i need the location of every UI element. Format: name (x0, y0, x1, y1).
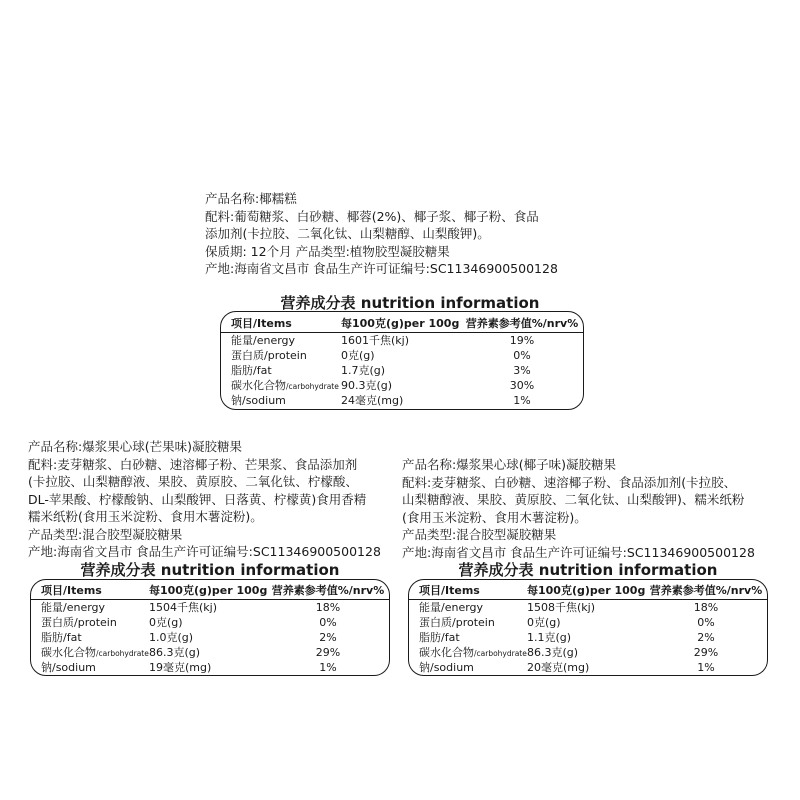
row-nrv: 1% (513, 394, 531, 407)
row-item: 脂肪/fat (231, 364, 272, 377)
table-row (31, 645, 389, 660)
row-value: 1508千焦(kj) (527, 601, 596, 614)
row-nrv: 0% (697, 616, 715, 629)
row-value: 1601千焦(kj) (341, 334, 410, 347)
row-item: 能量/energy (419, 601, 484, 614)
row-nrv: 3% (513, 364, 531, 377)
row-nrv: 18% (315, 601, 341, 614)
row-value: 0克(g) (527, 616, 561, 629)
product3-info (402, 456, 755, 561)
row-item: 蛋白质/protein (231, 349, 307, 362)
product1-info (205, 190, 558, 278)
ingredients-line: (食用玉米淀粉、食用木薯淀粉)。 (402, 509, 587, 525)
row-item: 脂肪/fat (419, 631, 460, 644)
ingredients-line: 添加剂(卡拉胶、二氧化钛、山梨糖醇、山梨酸钾)。 (205, 226, 490, 241)
header-items: 项目/Items (419, 584, 480, 597)
ingredients-line: 山梨糖醇液、果胶、黄原胶、二氧化钛、山梨酸钾)、糯米纸粉 (402, 492, 745, 507)
table-row (221, 333, 583, 348)
table-row (221, 393, 583, 408)
row-item: 脂肪/fat (41, 631, 82, 644)
row-item: 能量/energy (41, 601, 106, 614)
row-value: 0克(g) (149, 616, 183, 629)
table-row (409, 660, 767, 675)
row-item: 蛋白质/protein (41, 616, 117, 629)
row-item: 能量/energy (231, 334, 296, 347)
table-row (31, 630, 389, 645)
row-item: 钠/sodium (231, 394, 286, 407)
header-per100g: 每100克(g)per 100g (527, 584, 646, 597)
row-nrv: 2% (319, 631, 337, 644)
row-item: 碳水化合物/carbohydrate (231, 379, 339, 392)
nutrition-title: 营养成分表 nutrition information (280, 294, 540, 312)
row-nrv: 19% (509, 334, 535, 347)
ingredients-line: 配料:麦芽糖浆、白砂糖、速溶椰子粉、食品添加剂(卡拉胶、 (402, 474, 737, 490)
row-value: 1.0克(g) (149, 631, 194, 644)
header-items: 项目/Items (41, 584, 102, 597)
header-nrv: 营养素参考值%/nrv% (465, 317, 579, 330)
shelf-life-line: 保质期: 12个月 产品类型:植物胶型凝胶糖果 (205, 243, 450, 259)
row-item: 蛋白质/protein (419, 616, 495, 629)
origin-line: 产地:海南省文昌市 食品生产许可证编号:SC11346900500128 (28, 544, 381, 559)
row-value: 86.3克(g) (527, 646, 579, 659)
row-nrv: 29% (693, 646, 719, 659)
nutrition-table (408, 579, 768, 676)
ingredients-line: 配料:麦芽糖浆、白砂糖、速溶椰子粉、芒果浆、食品添加剂 (28, 456, 358, 472)
table-header (31, 583, 389, 598)
row-nrv: 1% (697, 661, 715, 674)
header-per100g: 每100克(g)per 100g (341, 317, 460, 330)
table-row (409, 630, 767, 645)
table-header (221, 316, 583, 331)
row-value: 86.3克(g) (149, 646, 201, 659)
row-item: 钠/sodium (419, 661, 474, 674)
row-nrv: 0% (513, 349, 531, 362)
header-items: 项目/Items (231, 317, 292, 330)
row-value: 1504千焦(kj) (149, 601, 218, 614)
row-value: 90.3克(g) (341, 379, 393, 392)
row-nrv: 1% (319, 661, 337, 674)
table-row (31, 660, 389, 675)
nutrition-table (220, 311, 584, 410)
nutrition-title: 营养成分表 nutrition information (458, 561, 718, 579)
table-row (31, 600, 389, 615)
row-value: 24毫克(mg) (341, 394, 404, 407)
header-nrv: 营养素参考值%/nrv% (649, 584, 763, 597)
table-row (221, 348, 583, 363)
product2-info (28, 438, 381, 561)
header-nrv: 营养素参考值%/nrv% (271, 584, 385, 597)
header-per100g: 每100克(g)per 100g (149, 584, 268, 597)
table-row (221, 378, 583, 393)
row-nrv: 2% (697, 631, 715, 644)
ingredients-line: DL-苹果酸、柠檬酸钠、山梨酸钾、日落黄、柠檬黄)食用香精 (28, 491, 367, 507)
product-type-line: 产品类型:混合胶型凝胶糖果 (402, 527, 557, 542)
table-row (31, 615, 389, 630)
row-value: 20毫克(mg) (527, 661, 590, 674)
ingredients-line: 配料:葡萄糖浆、白砂糖、椰蓉(2%)、椰子浆、椰子粉、食品 (205, 208, 539, 224)
row-value: 1.7克(g) (341, 364, 386, 377)
table-row (409, 600, 767, 615)
product-type-line: 产品类型:混合胶型凝胶糖果 (28, 526, 183, 542)
row-value: 0克(g) (341, 349, 375, 362)
ingredients-line: 糯米纸粉(食用玉米淀粉、食用木薯淀粉)。 (28, 509, 263, 524)
row-nrv: 29% (315, 646, 341, 659)
row-value: 19毫克(mg) (149, 661, 212, 674)
row-nrv: 30% (509, 379, 535, 392)
origin-line: 产地:海南省文昌市 食品生产许可证编号:SC11346900500128 (402, 544, 755, 560)
row-value: 1.1克(g) (527, 631, 572, 644)
product-name-line: 产品名称:椰糯糕 (205, 191, 297, 206)
origin-line: 产地:海南省文昌市 食品生产许可证编号:SC11346900500128 (205, 261, 558, 276)
nutrition-title: 营养成分表 nutrition information (80, 561, 340, 579)
product-name-line: 产品名称:爆浆果心球(芒果味)凝胶糖果 (28, 439, 242, 454)
row-nrv: 18% (693, 601, 719, 614)
row-item: 钠/sodium (41, 661, 96, 674)
table-row (221, 363, 583, 378)
table-row (409, 645, 767, 660)
nutrition-table (30, 579, 390, 676)
table-header (409, 583, 767, 598)
product-name-line: 产品名称:爆浆果心球(椰子味)凝胶糖果 (402, 457, 616, 472)
row-nrv: 0% (319, 616, 337, 629)
row-item: 碳水化合物/carbohydrate (41, 646, 149, 659)
table-row (409, 615, 767, 630)
row-item: 碳水化合物/carbohydrate (419, 646, 527, 659)
ingredients-line: (卡拉胶、山梨糖醇液、果胶、黄原胶、二氧化钛、柠檬酸、 (28, 474, 358, 489)
